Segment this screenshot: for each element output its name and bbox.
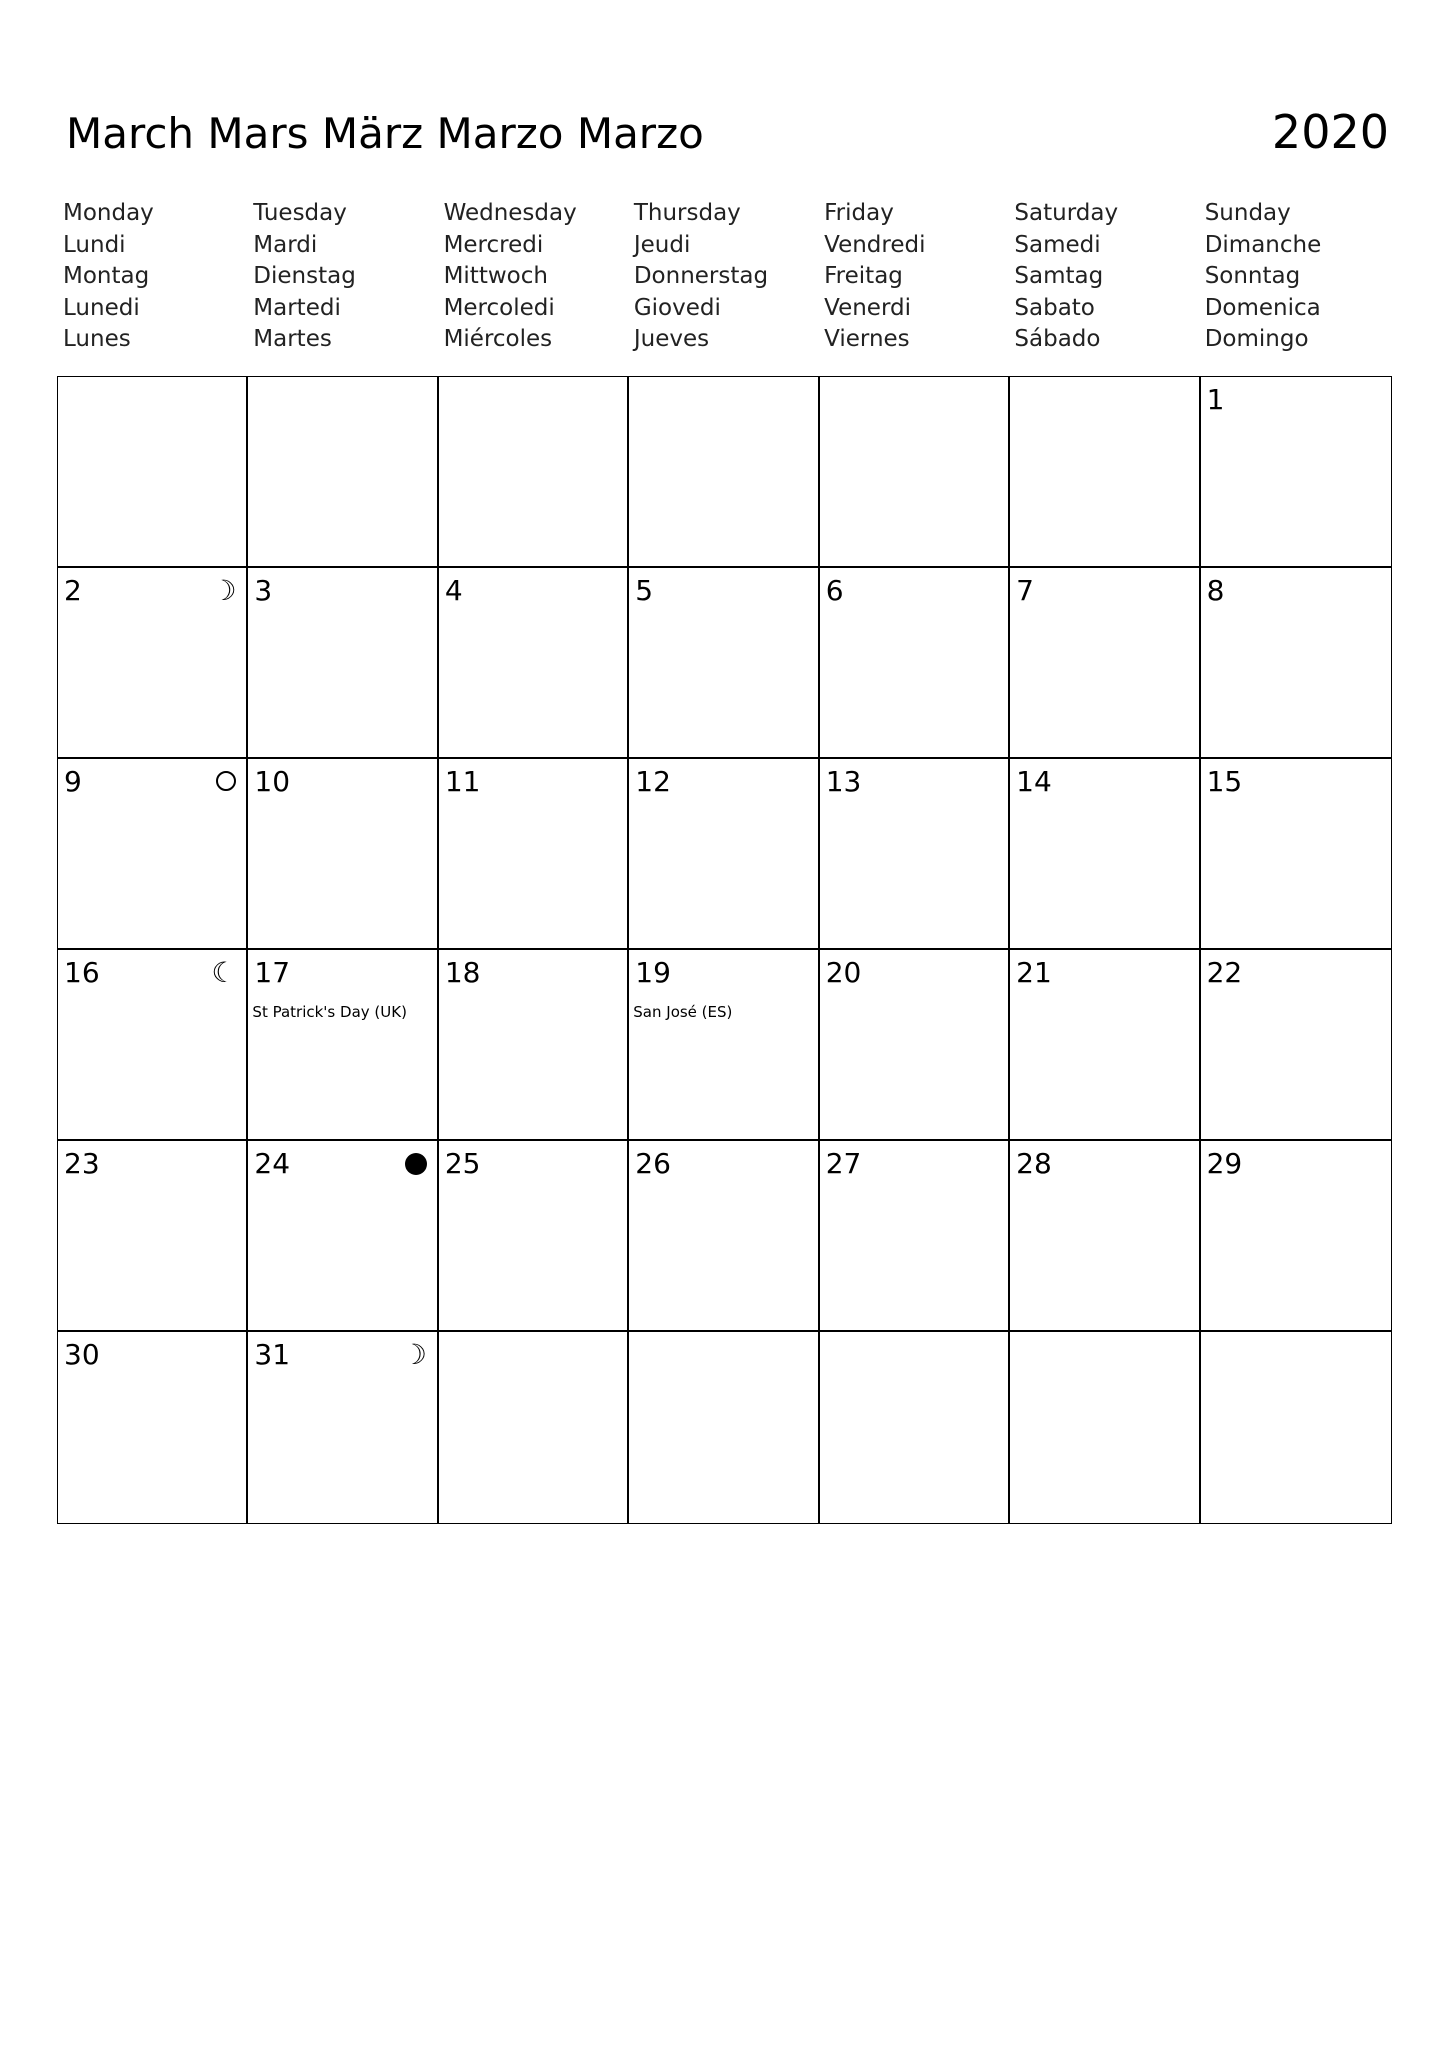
- day-number: 2: [64, 574, 82, 607]
- day-cell: [248, 1332, 438, 1523]
- calendar-grid: [57, 376, 1392, 1524]
- weekday-label: Martedi: [253, 294, 341, 321]
- day-number: 11: [444, 765, 481, 798]
- day-cell: [1201, 759, 1391, 950]
- day-cell: [629, 377, 819, 568]
- new-moon-icon: [405, 1153, 427, 1175]
- day-cell: [629, 568, 819, 759]
- day-cell: [1010, 950, 1200, 1141]
- last-quarter-moon-icon: ☾: [211, 956, 237, 989]
- weekday-label: Miércoles: [443, 326, 553, 353]
- day-number: 20: [825, 956, 862, 989]
- day-cell: [439, 1332, 629, 1523]
- day-cell: [629, 759, 819, 950]
- day-number: 1: [1206, 383, 1225, 416]
- day-cell: [248, 950, 438, 1141]
- weekday-column: [439, 198, 629, 356]
- day-cell: [58, 950, 248, 1141]
- day-cell: [820, 950, 1010, 1141]
- day-number: 9: [64, 765, 82, 798]
- day-cell: [439, 377, 629, 568]
- day-cell: [58, 759, 248, 950]
- day-number: 25: [444, 1147, 481, 1180]
- day-cell: [58, 377, 248, 568]
- first-quarter-moon-icon: ☽: [401, 1338, 427, 1371]
- weekday-label: Mercoledi: [443, 294, 555, 321]
- day-number: 27: [825, 1147, 862, 1180]
- weekday-label: Vendredi: [824, 231, 926, 258]
- weekday-label: Dienstag: [253, 263, 356, 290]
- month-title: March Mars März Marzo Marzo: [66, 109, 704, 158]
- day-cell: [1010, 1332, 1200, 1523]
- day-cell: [1201, 950, 1391, 1141]
- day-cell: [58, 1141, 248, 1332]
- day-cell: [820, 1141, 1010, 1332]
- weekday-label: Lundi: [63, 231, 126, 258]
- weekday-label: Sonntag: [1204, 263, 1301, 290]
- weekday-label: Friday: [824, 200, 894, 226]
- weekday-label: Jeudi: [633, 231, 691, 258]
- day-number: 6: [825, 574, 844, 607]
- holiday-label: San José (ES): [633, 1003, 733, 1021]
- weekday-label: Jueves: [633, 326, 710, 353]
- day-number: 7: [1016, 574, 1034, 607]
- weekday-label: Monday: [63, 200, 154, 226]
- day-cell: [1201, 1332, 1391, 1523]
- weekday-column: [58, 198, 248, 356]
- day-number: 24: [254, 1147, 291, 1180]
- weekday-label: Montag: [63, 263, 150, 290]
- day-number: 21: [1016, 956, 1052, 989]
- day-number: 10: [254, 765, 291, 798]
- weekday-label: Freitag: [824, 263, 903, 290]
- day-number: 16: [64, 956, 100, 989]
- day-number: 30: [64, 1338, 100, 1371]
- weekday-label: Mercredi: [443, 231, 544, 258]
- day-cell: [1010, 759, 1200, 950]
- day-cell: [820, 1332, 1010, 1523]
- weekday-label: Giovedi: [633, 294, 721, 321]
- day-number: 13: [825, 765, 862, 798]
- weekday-label: Domingo: [1204, 326, 1309, 353]
- weekday-label: Lunedi: [63, 294, 140, 321]
- weekday-label: Sunday: [1204, 200, 1291, 226]
- day-number: 3: [254, 574, 273, 607]
- weekday-column: [248, 198, 438, 356]
- day-number: 8: [1206, 574, 1225, 607]
- day-cell: [629, 1141, 819, 1332]
- day-cell: [1010, 377, 1200, 568]
- weekday-label: Lunes: [63, 326, 131, 353]
- day-cell: [820, 568, 1010, 759]
- day-number: 15: [1206, 765, 1243, 798]
- day-cell: [629, 950, 819, 1141]
- day-number: 31: [254, 1338, 291, 1371]
- weekday-column: [1200, 198, 1390, 356]
- day-cell: [248, 1141, 438, 1332]
- weekday-label: Saturday: [1014, 200, 1119, 226]
- day-number: 5: [635, 574, 654, 607]
- day-cell: [629, 1332, 819, 1523]
- weekday-label: Dimanche: [1204, 231, 1322, 258]
- day-number: 4: [444, 574, 463, 607]
- weekday-label: Viernes: [824, 326, 910, 353]
- day-cell: [439, 759, 629, 950]
- day-cell: [248, 377, 438, 568]
- day-cell: [1010, 568, 1200, 759]
- weekday-label: Domenica: [1204, 294, 1321, 321]
- day-number: 22: [1206, 956, 1243, 989]
- weekday-label: Sabato: [1014, 294, 1095, 321]
- weekday-label: Samedi: [1014, 231, 1101, 258]
- day-cell: [820, 377, 1010, 568]
- day-cell: [439, 1141, 629, 1332]
- day-number: 23: [64, 1147, 100, 1180]
- weekday-label: Sábado: [1014, 326, 1101, 353]
- weekday-label: Martes: [253, 326, 332, 353]
- day-cell: [439, 950, 629, 1141]
- day-cell: [1201, 568, 1391, 759]
- year-label: 2020: [1271, 105, 1389, 159]
- weekday-label: Donnerstag: [633, 263, 769, 290]
- day-cell: [820, 759, 1010, 950]
- holiday-label: St Patrick's Day (UK): [252, 1003, 407, 1021]
- weekday-label: Mardi: [253, 231, 318, 258]
- day-number: 28: [1016, 1147, 1052, 1180]
- weekday-label: Tuesday: [253, 200, 347, 226]
- weekday-column: [629, 198, 819, 356]
- weekday-label: Wednesday: [443, 200, 577, 226]
- weekday-column: [819, 198, 1009, 356]
- weekday-header: [58, 198, 1390, 356]
- day-cell: [58, 1332, 248, 1523]
- weekday-label: Mittwoch: [443, 263, 548, 290]
- full-moon-icon: [216, 771, 236, 791]
- weekday-label: Venerdi: [824, 294, 911, 321]
- day-number: 17: [254, 956, 291, 989]
- day-number: 29: [1206, 1147, 1243, 1180]
- day-cell: [1010, 1141, 1200, 1332]
- day-cell: [1201, 377, 1391, 568]
- day-cell: [58, 568, 248, 759]
- day-cell: [248, 568, 438, 759]
- day-cell: [248, 759, 438, 950]
- day-cell: [439, 568, 629, 759]
- day-number: 18: [444, 956, 481, 989]
- day-number: 14: [1016, 765, 1052, 798]
- day-number: 26: [635, 1147, 671, 1180]
- day-number: 12: [635, 765, 671, 798]
- first-quarter-moon-icon: ☽: [211, 574, 237, 607]
- weekday-label: Thursday: [633, 200, 741, 226]
- weekday-label: Samtag: [1014, 263, 1104, 290]
- day-cell: [1201, 1141, 1391, 1332]
- weekday-column: [1009, 198, 1199, 356]
- day-number: 19: [635, 956, 671, 989]
